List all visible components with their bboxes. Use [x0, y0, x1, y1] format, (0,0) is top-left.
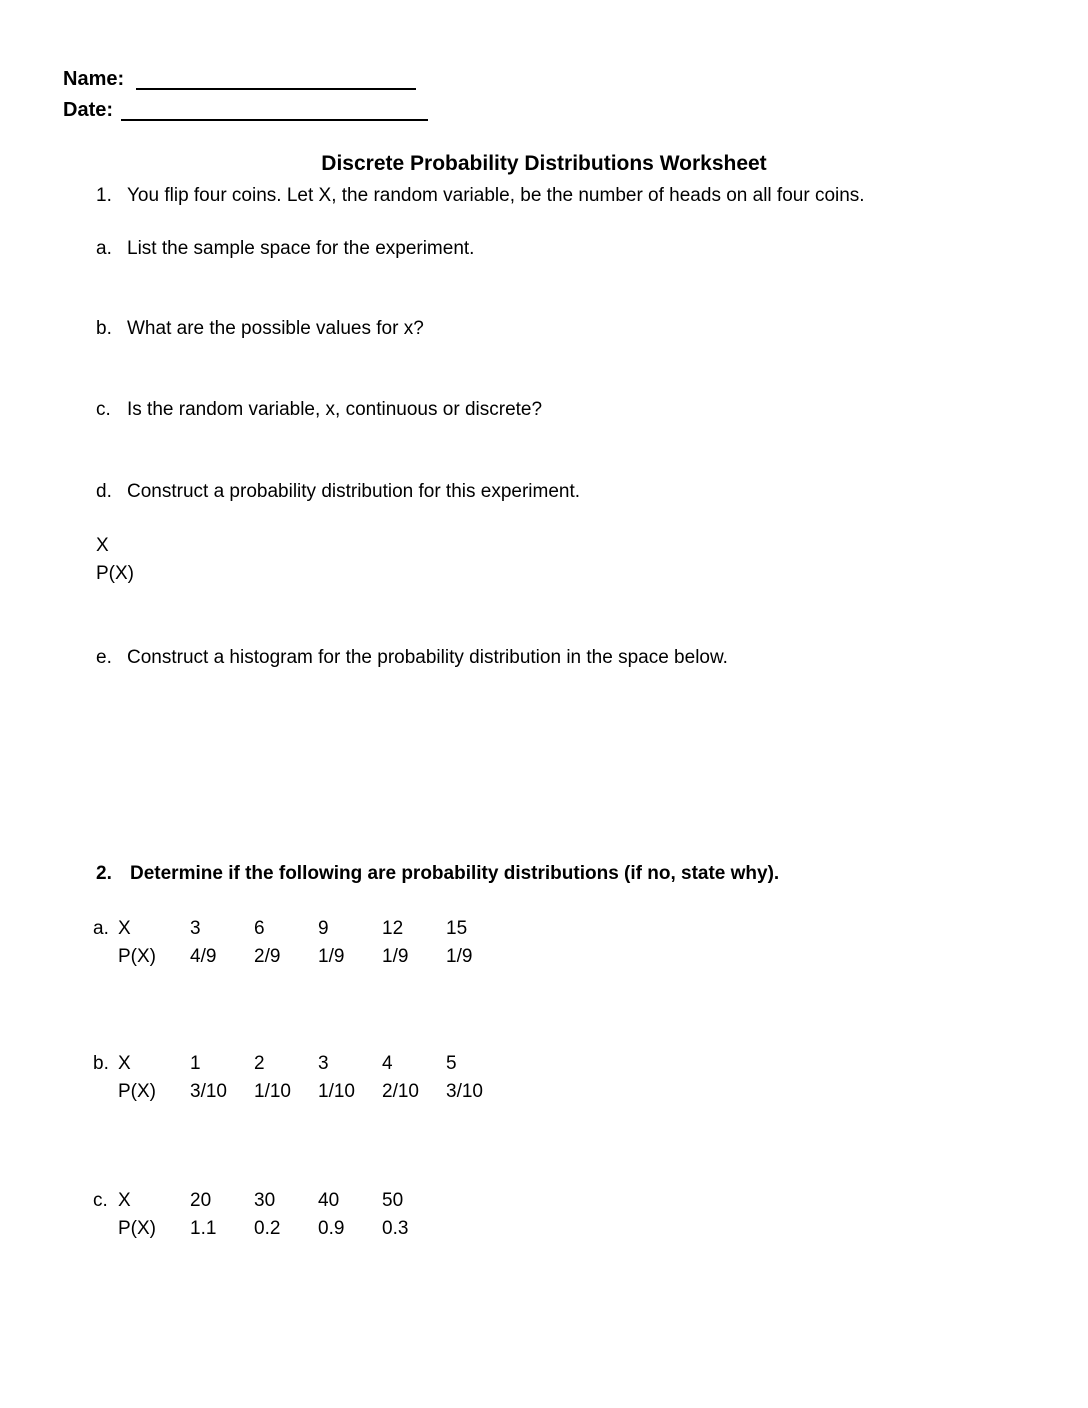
table-b-x-value: 4 — [382, 1053, 393, 1074]
table-b-x-value: 5 — [446, 1053, 457, 1074]
table-b-px-value: 2/10 — [382, 1081, 419, 1102]
table-b-px-value: 1/10 — [318, 1081, 355, 1102]
date-row — [63, 99, 428, 121]
question-1-part-e — [96, 646, 996, 670]
table-b — [93, 1050, 510, 1106]
table-a-px-value: 1/9 — [382, 946, 409, 967]
table-b-px-value: 1/10 — [254, 1081, 291, 1102]
table-a-x-value: 3 — [190, 918, 201, 939]
part-a-letter: a. — [96, 238, 112, 259]
table-a-px-value: 2/9 — [254, 946, 281, 967]
table-b-x-value: 1 — [190, 1053, 201, 1074]
table-a-x-value: 9 — [318, 918, 329, 939]
table-a-px-value: 1/9 — [318, 946, 345, 967]
part-e-text: Construct a histogram for the probability distribution in the space below. — [127, 647, 728, 668]
table-c-px-value: 0.9 — [318, 1218, 345, 1239]
part-a-text: List the sample space for the experiment. — [127, 238, 475, 259]
part-b-letter: b. — [96, 318, 112, 339]
question-1-part-b — [96, 317, 996, 341]
part-e-letter: e. — [96, 647, 112, 668]
table-c-px-value: 0.3 — [382, 1218, 409, 1239]
table-c-letter-spacer — [93, 1215, 118, 1243]
distribution-stub — [96, 532, 134, 588]
date-blank-line — [121, 99, 428, 121]
table-a-x-row — [93, 915, 510, 943]
question-1-part-a — [96, 237, 996, 261]
table-a-px-value: 1/9 — [446, 946, 473, 967]
table-c-x-value — [446, 1187, 510, 1215]
table-b-px-row — [93, 1078, 510, 1106]
date-label: Date: — [63, 99, 114, 121]
table-b-px-value: 3/10 — [446, 1081, 483, 1102]
table-a-x-value: 15 — [446, 918, 468, 939]
table-a-letter: a. — [93, 918, 109, 939]
table-c-px-label: P(X) — [118, 1218, 156, 1239]
part-c-letter: c. — [96, 399, 111, 420]
name-blank-line — [136, 68, 416, 90]
question-2 — [96, 862, 996, 886]
part-b-text: What are the possible values for x? — [127, 318, 424, 339]
table-c-x-value: 30 — [254, 1190, 276, 1211]
table-c-x-value: 40 — [318, 1190, 340, 1211]
table-a-x-value: 12 — [382, 918, 404, 939]
table-b-px-label: P(X) — [118, 1081, 156, 1102]
table-a — [93, 915, 510, 971]
table-c-letter: c. — [93, 1190, 108, 1211]
part-c-text: Is the random variable, x, continuous or discrete? — [127, 399, 543, 420]
table-c-px-value — [446, 1215, 510, 1243]
distribution-x-label: X — [96, 535, 109, 556]
table-a-px-label: P(X) — [118, 946, 156, 967]
question-2-text: Determine if the following are probability distributions (if no, state why). — [130, 863, 780, 884]
table-b-letter-spacer — [93, 1078, 118, 1106]
question-1-part-d — [96, 480, 996, 504]
table-b-x-row — [93, 1050, 510, 1078]
table-a-x-label: X — [118, 918, 131, 939]
table-b-x-value: 3 — [318, 1053, 329, 1074]
table-a-x-value: 6 — [254, 918, 265, 939]
table-a-px-value: 4/9 — [190, 946, 217, 967]
distribution-px-label: P(X) — [96, 563, 134, 584]
page-title: Discrete Probability Distributions Worksheet — [321, 152, 767, 175]
question-1-part-c — [96, 398, 996, 422]
name-row — [63, 68, 416, 90]
table-c-x-row — [93, 1187, 510, 1215]
question-1-number: 1. — [96, 185, 112, 206]
table-c-px-row — [93, 1215, 510, 1243]
table-c-x-label: X — [118, 1190, 131, 1211]
table-a-px-row — [93, 943, 510, 971]
table-b-x-label: X — [118, 1053, 131, 1074]
table-c-x-value: 50 — [382, 1190, 404, 1211]
table-c-x-value: 20 — [190, 1190, 212, 1211]
table-b-x-value: 2 — [254, 1053, 265, 1074]
question-2-number: 2. — [96, 863, 112, 884]
table-c — [93, 1187, 510, 1243]
table-c-px-value: 1.1 — [190, 1218, 217, 1239]
table-c-px-value: 0.2 — [254, 1218, 281, 1239]
part-d-letter: d. — [96, 481, 112, 502]
name-label: Name: — [63, 68, 125, 90]
question-1 — [96, 184, 996, 208]
table-a-letter-spacer — [93, 943, 118, 971]
part-d-text: Construct a probability distribution for this experiment. — [127, 481, 581, 502]
question-1-text: You flip four coins. Let X, the random variable, be the number of heads on all four coins. — [127, 185, 865, 206]
table-b-px-value: 3/10 — [190, 1081, 227, 1102]
table-b-letter: b. — [93, 1053, 109, 1074]
